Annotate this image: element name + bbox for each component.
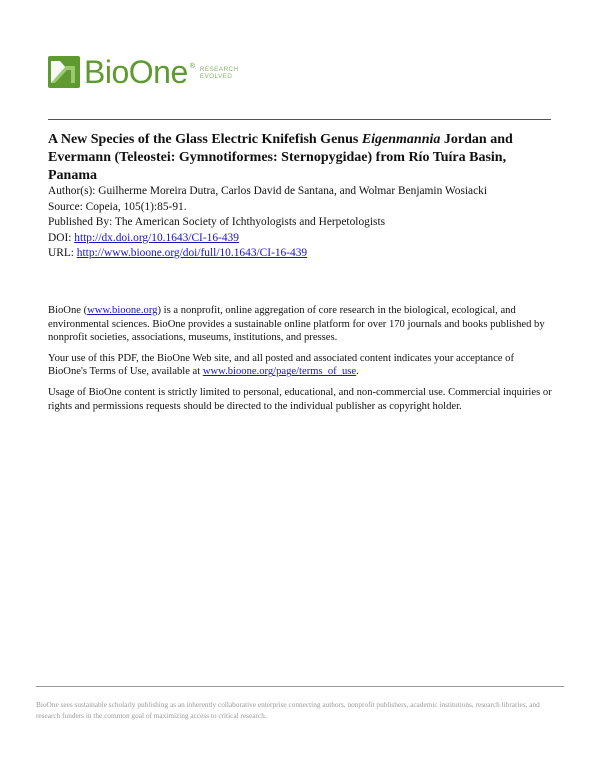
doi-label: DOI: <box>48 231 75 244</box>
tagline-line-1: RESEARCH <box>199 65 239 73</box>
bioone-logo <box>48 52 238 92</box>
url-label: URL: <box>48 247 77 259</box>
article-metadata <box>48 184 553 262</box>
terms-paragraph <box>48 352 553 379</box>
brand-name: BioOne <box>84 54 188 90</box>
authors-line: Author(s): Guilherme Moreira Dutra, Carlos David de Santana, and Wolmar Benjamin Wosiacki <box>48 185 488 197</box>
title-part-1: A New Species of the Glass Electric Knifefish Genus <box>48 132 362 147</box>
url-line <box>48 246 553 262</box>
terms-end: . <box>356 366 359 378</box>
doi-link[interactable]: http://dx.doi.org/10.1643/CI-16-439 <box>74 231 239 244</box>
registered-mark: ® <box>189 62 195 70</box>
header-divider <box>48 119 551 120</box>
title-part-2: Jordan and Evermann (Teleostei: Gymnotiformes: Sternopygidae) from Río Tuíra Basin, Panama <box>48 132 513 183</box>
article-url-link[interactable]: http://www.bioone.org/doi/full/10.1643/CI-16-439 <box>76 247 308 259</box>
bioone-home-link[interactable]: www.bioone.org <box>87 305 158 316</box>
bioone-notice <box>48 304 553 420</box>
bioone-leaf-icon <box>48 56 80 88</box>
doi-line <box>48 231 553 247</box>
publisher-line: Published By: The American Society of Ichthyologists and Herpetologists <box>48 216 386 228</box>
footer-text: BioOne sees sustainable scholarly publishing as an inherently collaborative enterprise connecting authors, nonprofit publishers, academic institutions, research libraries, and research funders in the common goal of maximizing access to critical research. <box>36 700 540 720</box>
terms-start: Your use of this PDF, the BioOne Web site, and all posted and associated content indicates your acceptance of BioOne's Terms of Use, available at <box>48 352 514 378</box>
source-line: Source: Copeia, 105(1):85-91. <box>48 200 187 213</box>
tagline-line-2: EVOLVED <box>199 73 233 80</box>
about-paragraph <box>48 304 553 345</box>
about-start: BioOne ( <box>48 305 88 316</box>
about-rest: ) is a nonprofit, online aggregation of core research in the biological, ecological, and environmental sciences. BioOne provides a sustainable online platform for over 170 journals and books published by nonprofit societies, associations, museums, institutions, and presses. <box>48 305 545 344</box>
terms-of-use-link[interactable]: www.bioone.org/page/terms_of_use <box>202 366 357 378</box>
title-genus: Eigenmannia <box>361 132 441 147</box>
usage-paragraph: Usage of BioOne content is strictly limited to personal, educational, and non-commercial use. Commercial inquiries or rights and permissions requests should be directed to the individual publisher as copyright holder. <box>48 386 552 412</box>
footer-divider <box>36 686 564 687</box>
article-title <box>48 131 553 185</box>
brand-tagline <box>200 66 239 81</box>
